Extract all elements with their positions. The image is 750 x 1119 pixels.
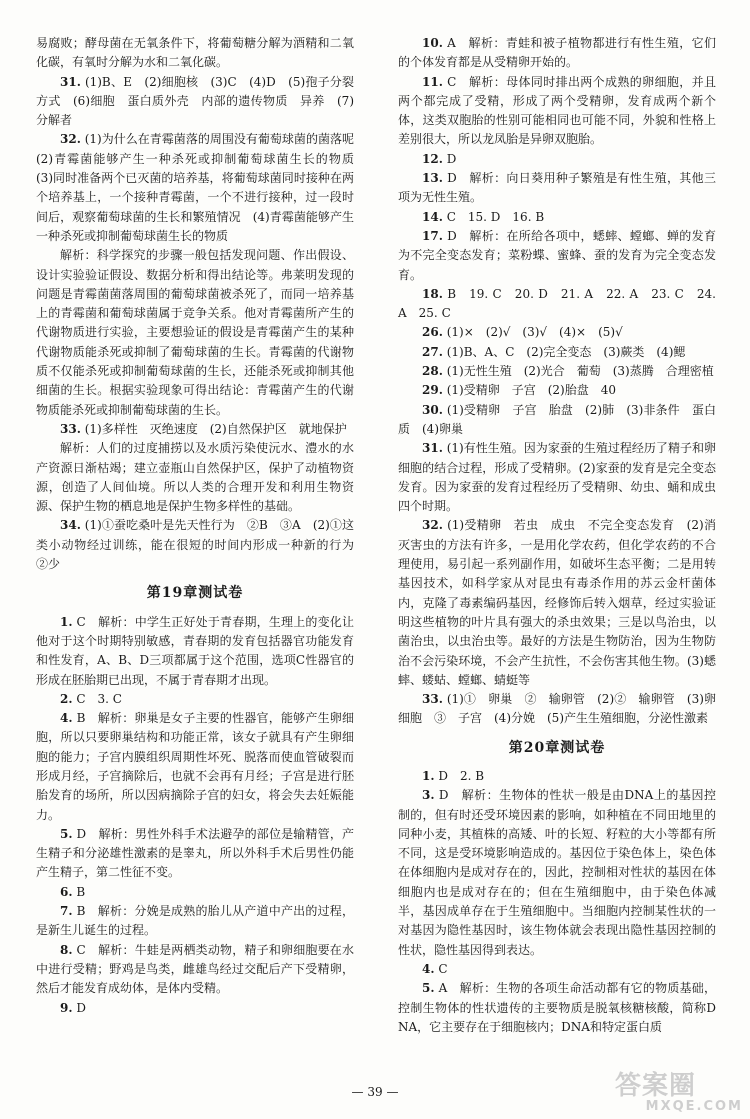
answer-item [36,420,354,439]
answer-body: (1)受精卵 若虫 成虫 不完全变态发育 (2)消灭害虫的方法有许多，一是用化学农药，但化学农药的不合理使用，易引起一系列副作用，如破坏生态平衡；二是用转基因技术，如科学家从对昆虫有毒杀作用的苏云金杆菌体内，克隆了毒素编码基因，经修饰后转入烟草，经过实验证明这些植物的叶片具有强大的杀虫效果；三是以鸟治虫，以菌治虫，以虫治虫等。最好的方法是生物防治，因为生物防治不会污染环境，不会产生抗性，不会伤害其他生物。(3)蟋蟀、蝼蛄、螳螂、蜻蜓等 [398,518,716,687]
answer-item [36,902,354,941]
answer-item [36,73,354,131]
right-column [398,34,716,1037]
question-number: 26. [422,325,443,340]
answer-item [36,516,367,574]
answer-body: (1)无性生殖 (2)光合 葡萄 (3)蒸腾 合理密植 [446,364,714,379]
answer-item [36,709,354,825]
question-number: 10. [422,36,443,50]
question-number: 29. [422,383,443,398]
question-number: 32. [422,518,443,533]
question-number: 1. [60,614,73,629]
answer-body: (1)①蚕吃桑叶是先天性行为 ②B ③A (2)①这类小动物经过训练，能在很短的时间内形成一种新的行为 ②少 [36,518,367,572]
question-number: 33. [60,421,81,436]
question-number: 31. [60,74,81,89]
answer-body: 易腐败；酵母菌在无氧条件下，将葡萄糖分解为酒精和二氧化碳，有氧时分解为水和二氧化碳。 [36,36,354,70]
answer-text [36,34,354,73]
answer-body: C [438,961,448,976]
answer-body: D 解析：生物体的性状一般是由DNA上的基因控制的，但有时还受环境因素的影响，如种植在不同田地里的同种小麦，其植株的高矮、叶的长短、籽粒的大小等都有所不同，这是受环境影响造成的。基因位于染色体上，染色体在体细胞内是成对存在的，因此，控制相对性状的基因在体细胞内也是成对存在的；但在生殖细胞中，由于染色体减半，基因成单存在于生殖细胞中。当细胞内控制某性状的一对基因为隐性基因时，该生物体就会表现出隐性基因控制的性状，隐性基因得到表达。 [398,788,716,957]
answer-item [398,786,716,960]
answer-body: (1)B、A、C (2)完全变态 (3)蕨类 (4)鳃 [446,344,686,359]
answer-body: B [76,884,86,899]
question-number: 31. [422,441,443,456]
answer-body: D [446,151,457,166]
answer-body: 解析：人们的过度捕捞以及水质污染使沅水、澧水的水产资源日渐枯竭；建立壶瓶山自然保护区，保护了动植物资源，创造了人间仙境。所以人类的合理开发和利用生物资源、保护生物的栖息地是保护生物多样性的基础。 [36,441,354,514]
answer-body: A 解析：青蛙和被子植物都进行有性生殖，它们的个体发育都是从受精卵开始的。 [398,36,716,70]
question-number: 18. [422,286,443,301]
answer-item [398,401,716,440]
answer-item [398,439,716,516]
answer-body: D 2. B [438,768,485,783]
question-number: 6. [60,884,73,899]
answer-item [398,169,716,208]
answer-body: D 解析：男性外科手术法避孕的部位是输精管，产生精子和分泌雄性激素的是睾丸，所以外科手术后男性仍能产生精子，第二性征不变。 [36,826,354,880]
answer-body: B 解析：分娩是成熟的胎儿从产道中产出的过程，是新生儿诞生的过程。 [36,904,354,938]
left-column [36,34,367,1018]
answer-body: C 15. D 16. B [446,209,545,224]
question-number: 5. [60,826,73,841]
section-heading: 第19章测试卷 [146,585,244,602]
answer-item [398,73,716,150]
answer-body: (1)× (2)√ (3)√ (4)× (5)√ [446,325,623,340]
answer-body: D 解析：在所给各项中，蟋蟀、螳螂、蝉的发育为不完全变态发育；菜粉蝶、蜜蜂、蚕的发育为完全变态发育。 [398,228,716,282]
question-number: 17. [422,228,443,243]
question-number: 34. [60,518,81,533]
answer-item [398,343,716,362]
question-number: 7. [60,904,73,919]
watermark-logo [615,1072,743,1114]
question-number: 3. [422,788,435,803]
section-heading: 第20章测试卷 [508,739,606,756]
question-number: 27. [422,344,443,359]
answer-body: C 解析：牛蛙是两栖类动物，精子和卵细胞要在水中进行受精；野鸡是鸟类，雌雄鸟经过交配后产下受精卵，然后才能发育成幼体，是体内受精。 [36,942,354,996]
answer-item [398,690,716,729]
answer-item [36,999,354,1018]
answer-body: A 解析：生物的各项生命活动都有它的物质基础，控制生物体的性状遗传的主要物质是脱氧核糖核酸，简称DNA，它主要存在于细胞核内；DNA和特定蛋白质 [398,981,716,1034]
question-number: 12. [422,151,443,166]
answer-body: (1)有性生殖。因为家蚕的生殖过程经历了精子和卵细胞的结合过程，形成了受精卵。(2)家蚕的发育是完全变态发育。因为家蚕的发育过程经历了受精卵、幼虫、蛹和成虫四个时期。 [398,441,716,514]
watermark-domain: MXQE.COM [645,1099,743,1114]
question-number: 2. [60,691,73,706]
answer-body: C 3. C [76,691,122,706]
answer-body: (1)为什么在青霉菌落的周围没有葡萄球菌的菌落呢 (2)青霉菌能够产生一种杀死或抑制葡萄球菌生长的物质 (3)同时准备两个已灭菌的培养基，将葡萄球菌同时接种在两个培养基上，一个接种青霉菌，一个不进行接种，过一段时间后，观察葡萄球菌的生长和繁殖情况 (4)青霉菌能够产生一种杀死或抑制葡萄球菌生长的物质 [36,132,367,243]
answer-item [398,362,716,381]
answer-body: C 解析：中学生正好处于青春期，生理上的变化让他对于这个时期特别敏感，青春期的发育包括器官功能发育和性发育，A、B、D三项都属于这个范围，选项C性器官的形成在胚胎期已出现，不属于青春期才出现。 [36,614,354,687]
answer-item [36,883,354,902]
answer-item [36,941,354,999]
answer-item [36,130,367,246]
question-number: 11. [422,74,443,89]
question-number: 30. [422,402,443,417]
answer-item [398,516,716,690]
question-number: 9. [60,1000,73,1015]
question-number: 4. [60,711,73,726]
question-number: 8. [60,942,73,957]
question-number: 28. [422,364,443,379]
question-number: 14. [422,209,443,224]
answer-body: D 解析：向日葵用种子繁殖是有性生殖，其他三项为无性生殖。 [398,171,716,205]
answer-body: (1)受精卵 子宫 (2)胎盘 40 [446,383,616,398]
answer-item [398,285,716,324]
answer-item [398,34,716,73]
answer-body: (1)① 卵巢 ② 输卵管 (2)② 输卵管 (3)卵细胞 ③ 子宫 (4)分娩 (5)产生生殖细胞，分泌性激素 [398,692,716,726]
answer-item [398,208,716,227]
answer-item [36,825,354,883]
answer-body: B 19. C 20. D 21. A 22. A 23. C 24. A 25. C [398,286,716,321]
page-number: — 39 — [351,1085,399,1099]
answer-item [398,960,716,979]
answer-body: (1)受精卵 子宫 胎盘 (2)肺 (3)非条件 蛋白质 (4)卵巢 [398,402,716,436]
question-number: 5. [422,981,435,996]
answer-item [398,150,716,169]
answer-text [36,439,354,516]
answer-body: D [76,1000,86,1015]
question-number: 33. [422,692,443,707]
question-number: 1. [422,768,435,783]
answer-item [398,227,716,285]
answer-body: B 解析：卵巢是女子主要的性器官，能够产生卵细胞，所以只要卵巢结构和功能正常，该女子就具有产生卵细胞的能力；子宫内膜组织周期性坏死、脱落而使血管破裂而形成月经，子宫摘除后，也就不会再有月经；子宫是进行胚胎发育的场所，所以因病摘除子宫的妇女，将会失去妊娠能力。 [36,711,354,822]
answer-body: C 解析：母体同时排出两个成熟的卵细胞，并且两个都完成了受精，形成了两个受精卵，发育成两个新个体，这类双胞胎的性别可能相同也可能不同，外貌和性格上差别很大，所以龙凤胎是异卵双胞胎。 [398,74,716,147]
answer-item [398,323,716,342]
answer-text [36,246,354,420]
question-number: 32. [60,132,81,147]
answer-body: (1)多样性 灭绝速度 (2)自然保护区 就地保护 [84,421,347,436]
question-number: 4. [422,961,435,976]
answer-item [398,767,716,786]
answer-item [398,381,716,400]
answer-body: 解析：科学探究的步骤一般包括发现问题、作出假设、设计实验验证假设、数据分析和得出结论等。弗莱明发现的问题是青霉菌菌落周围的葡萄球菌被杀死了，而同一培养基上的青霉菌和葡萄球菌属于竞争关系。他对青霉菌所产生的代谢物质进行实验，主要想验证的假设是青霉菌产生的某种代谢物质能杀死或抑制了葡萄球菌的生长。青霉菌的代谢物质不仅能杀死或抑制葡萄球菌的生长，还能杀死或抑制其他细菌的生长。根据实验现象可得出结论：青霉菌产生的代谢物质能杀死或抑制葡萄球菌的生长。 [36,248,354,417]
question-number: 13. [422,171,443,186]
answer-body: (1)B、E (2)细胞核 (3)C (4)D (5)孢子分裂方式 (6)细胞 蛋白质外壳 内部的遗传物质 异养 (7)分解者 [36,74,354,128]
answer-item [398,979,716,1037]
answer-item [36,690,354,709]
watermark-text: 答案圈 [615,1071,697,1101]
answer-item [36,613,354,690]
